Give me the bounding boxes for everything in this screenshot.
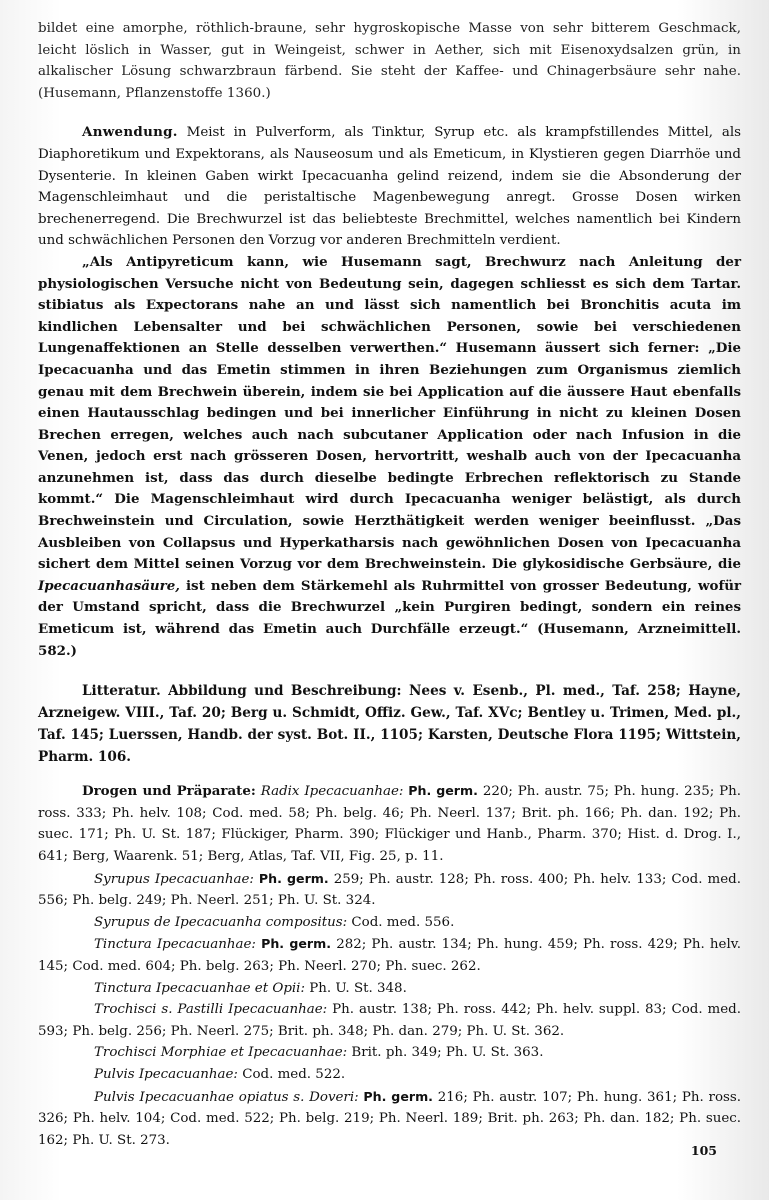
drogen-item-name: Tinctura Ipecacuanhae et Opii: <box>94 980 305 996</box>
drogen-item-text: 259; Ph. austr. 128; Ph. ross. 400; Ph. helv. 133; Cod. med. 556; Ph. belg. 249; Ph. Neerl. 251; Ph. U. St. 324. <box>38 871 741 909</box>
anwendung-text-2: „Als Antipyreticum kann, wie Husemann sagt, Brechwurz nach Anleitung der physiologischen Versuche nicht von Bedeutung sein, dagegen schliesst es sich dem Tartar. stibiatus als Expectorans nahe an und lässt sich namentlich bei Bronchitis acuta im kindlichen Lebensalter und bei schwächlichen Personen, sowie bei verschiedenen Lungenaffektionen an Stelle desselben verwerthen.“ Husemann äussert sich ferner: „Die Ipecacuanha und das Emetin stimmen in ihren Beziehungen zum Organismus ziemlich genau mit dem Brechwein überein, indem sie bei Application auf die äussere Haut ebenfalls einen Hautausschlag bedingen und bei innerlicher Einführung in nicht zu kleinen Dosen Brechen erregen, welches auch nach subcutaner Application oder nach Infusion in die Venen, jedoch erst nach grösseren Dosen, hervortritt, weshalb auch von der Ipecacuanha anzunehmen ist, dass das durch dieselbe bedingte Erbrechen reflektorisch zu Stande kommt.“ Die Magenschleimhaut wird durch Ipecacuanha weniger belästigt, als durch Brechweinstein und Circulation, sowie Herzthätigkeit werden weniger beeinflusst. „Das Ausbleiben von Collapsus und Hyperkatharsis nach gewöhnlichen Dosen von Ipecacuanha sichert dem Mittel seinen Vorzug vor dem Brechweinstein. Die glykosidische Gerbsäure, die <box>38 253 741 573</box>
drogen-item-6 <box>38 1042 741 1064</box>
drogen-item-8 <box>38 1086 741 1152</box>
ph-germ-label: Ph. germ. <box>408 783 478 799</box>
drogen-item-0 <box>38 780 741 867</box>
litteratur-text: Nees v. Esenb., Pl. med., Taf. 258; Hayne, Arzneigew. VIII., Taf. 20; Berg u. Schmidt, Offiz. Gew., Taf. XVc; Bentley u. Trimen, Med. pl., Taf. 145; Luerssen, Handb. der syst. Bot. II., 1105; Karsten, Deutsche Flora 1195; Wittstein, Pharm. 106. <box>38 683 742 766</box>
ph-germ-label: Ph. germ. <box>261 936 332 952</box>
anwendung-text-2-end: ist neben dem Stärkemehl als Ruhrmittel von grosser Bedeutung, wofür der Umstand spricht, dass die Brechwurzel „kein Purgiren bedingt, sondern ein reines Emeticum ist, während das Emetin auch Durchfälle erzeugt.“ (Husemann, Arzneimittell. 582.) <box>38 577 741 659</box>
anwendung-text-2-italic: Ipecacuanhasäure, <box>38 577 180 594</box>
drogen-item-2 <box>38 912 741 934</box>
litteratur-paragraph <box>38 680 741 768</box>
drogen-item-text: 216; Ph. austr. 107; Ph. hung. 361; Ph. ross. 326; Ph. helv. 104; Cod. med. 522; Ph. belg. 219; Ph. Neerl. 189; Brit. ph. 263; Ph. dan. 182; Ph. suec. 162; Ph. U. St. 273. <box>38 1089 742 1148</box>
husemann-quote-paragraph <box>38 252 741 662</box>
drogen-section <box>38 780 741 1151</box>
drogen-item-text: Cod. med. 556. <box>351 914 455 930</box>
ph-germ-label: Ph. germ. <box>258 870 329 886</box>
drogen-item-3 <box>38 933 741 977</box>
litteratur-heading: Litteratur. <box>82 683 161 700</box>
drogen-item-name: Tinctura Ipecacuanhae: <box>94 937 256 953</box>
drogen-item-5 <box>38 999 741 1042</box>
ph-germ-label: Ph. germ. <box>363 1088 433 1104</box>
litteratur-sub: Abbildung und Beschreibung: <box>168 683 402 700</box>
drogen-item-name: Radix Ipecacuanhae: <box>260 784 404 800</box>
drogen-item-4 <box>38 978 741 1000</box>
drogen-item-text: Ph. U. St. 348. <box>309 980 407 996</box>
drogen-item-text: Ph. austr. 138; Ph. ross. 442; Ph. helv. suppl. 83; Cod. med. 593; Ph. belg. 256; Ph. Neerl. 275; Brit. ph. 348; Ph. dan. 279; Ph. U. St. 362. <box>38 1002 742 1039</box>
drogen-heading: Drogen und Präparate: <box>82 783 256 800</box>
drogen-item-name: Syrupus de Ipecacuanha compositus: <box>94 914 348 930</box>
intro-paragraph: bildet eine amorphe, röthlich-braune, sehr hygroskopische Masse von sehr bitterem Geschmack, leicht löslich in Wasser, gut in Weingeist, schwer in Aether, sich mit Eisenoxydsalzen grün, in alkalischer Lösung schwarzbraun färbend. Sie steht der Kaffee- und Chinagerbsäure sehr nahe. (Husemann, Pflanzenstoffe 1360.) <box>38 21 741 101</box>
drogen-item-1 <box>38 868 741 912</box>
drogen-item-name: Trochisci s. Pastilli Ipecacuanhae: <box>94 1002 328 1018</box>
drogen-item-text: Cod. med. 522. <box>242 1066 346 1082</box>
drogen-item-7 <box>38 1064 741 1086</box>
anwendung-paragraph <box>38 122 741 252</box>
drogen-item-name: Pulvis Ipecacuanhae: <box>94 1066 238 1082</box>
drogen-item-text: 220; Ph. austr. 75; Ph. hung. 235; Ph. ross. 333; Ph. helv. 108; Cod. med. 58; Ph. belg. 46; Ph. Neerl. 137; Brit. ph. 166; Ph. dan. 192; Ph. suec. 171; Ph. U. St. 187; Flückiger, Pharm. 390; Flückiger und Hanb., Pharm. 370; Hist. d. Drog. I., 641; Berg, Waarenk. 51; Berg, Atlas, Taf. VII, Fig. 25, p. 11. <box>38 784 741 864</box>
drogen-item-name: Syrupus Ipecacuanhae: <box>94 871 254 887</box>
page-number: 105 <box>690 1143 717 1158</box>
drogen-item-text: Brit. ph. 349; Ph. U. St. 363. <box>351 1045 544 1061</box>
drogen-item-text: 282; Ph. austr. 134; Ph. hung. 459; Ph. ross. 429; Ph. helv. 145; Cod. med. 604; Ph. belg. 263; Ph. Neerl. 270; Ph. suec. 262. <box>38 937 741 974</box>
drogen-item-name: Pulvis Ipecacuanhae opiatus s. Doveri: <box>94 1089 359 1105</box>
drogen-item-name: Trochisci Morphiae et Ipecacuanhae: <box>94 1045 348 1061</box>
anwendung-text-1: Meist in Pulverform, als Tinktur, Syrup etc. als krampfstillendes Mittel, als Diaphoretikum und Expektorans, als Nauseosum und als Emeticum, in Klystieren gegen Diarrhöe und Dysenterie. In kleinen Gaben wirkt Ipecacuanha gelind reizend, indem sie die Absonderung der Magenschleimhaut und die peristaltische Magenbewegung anregt. Grosse Dosen wirken brechenerregend. Die Brechwurzel ist das beliebteste Brechmittel, welches namentlich bei Kindern und schwächlichen Personen den Vorzug vor anderen Brechmitteln verdient. <box>38 125 741 249</box>
anwendung-heading: Anwendung. <box>82 124 178 141</box>
